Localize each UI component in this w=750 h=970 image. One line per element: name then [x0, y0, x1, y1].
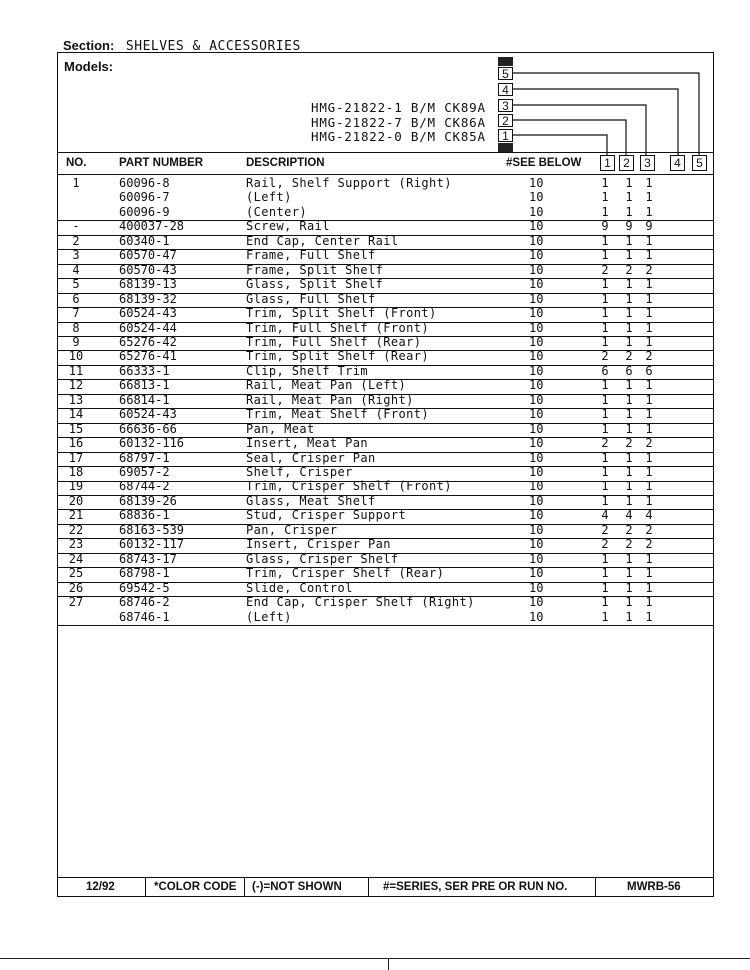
cell-desc: Trim, Meat Shelf (Front): [246, 407, 429, 422]
cell-part: 68797-1: [119, 450, 170, 465]
cell-see: 10: [529, 277, 544, 292]
cell-part: 66333-1: [119, 363, 170, 378]
cell-q3: 9: [645, 219, 653, 234]
cell-q3: 1: [645, 320, 653, 335]
cell-no: 21: [68, 508, 84, 523]
cell-desc: Glass, Full Shelf: [246, 291, 376, 306]
cell-q1: 1: [601, 306, 609, 321]
cell-q2: 1: [625, 306, 633, 321]
model-column-box: 1: [498, 129, 513, 142]
cell-see: 10: [529, 262, 544, 277]
cell-part: 68163-539: [119, 522, 185, 537]
cell-see: 10: [529, 291, 544, 306]
cell-part: 68746-1: [119, 609, 170, 624]
col-header-no: NO.: [66, 157, 87, 169]
cell-q3: 1: [645, 190, 653, 205]
table-row: [57, 177, 714, 192]
cell-see: 10: [529, 204, 544, 219]
cell-q2: 1: [625, 248, 633, 263]
cell-q2: 1: [625, 190, 633, 205]
cell-q1: 1: [601, 277, 609, 292]
cell-q3: 1: [645, 248, 653, 263]
cell-q2: 1: [625, 334, 633, 349]
cell-q3: 2: [645, 262, 653, 277]
cell-q1: 1: [601, 595, 609, 610]
cell-q3: 1: [645, 176, 653, 190]
cell-no: 4: [72, 262, 80, 277]
cell-see: 10: [529, 363, 544, 378]
cell-see: 10: [529, 566, 544, 581]
cell-no: 9: [72, 334, 80, 349]
cell-no: 11: [68, 363, 84, 378]
cell-q1: 1: [601, 450, 609, 465]
cell-q3: 2: [645, 436, 653, 451]
cell-q2: 1: [625, 233, 633, 248]
cell-q3: 1: [645, 204, 653, 219]
cell-desc: Trim, Crisper Shelf (Rear): [246, 566, 445, 581]
cell-q2: 1: [625, 392, 633, 407]
model-line: HMG-21822-0 B/M CK85A: [311, 129, 486, 144]
footer-rule: [57, 877, 714, 878]
cell-part: 68139-13: [119, 277, 177, 292]
cell-see: 10: [529, 436, 544, 451]
cell-see: 10: [529, 508, 544, 523]
cell-desc: Rail, Shelf Support (Right): [246, 176, 452, 190]
cell-see: 10: [529, 421, 544, 436]
page-bottom-rule: [0, 958, 750, 959]
cell-part: 60570-43: [119, 262, 177, 277]
cell-no: 6: [72, 291, 80, 306]
model-column-box: 4: [498, 83, 513, 96]
col-header-model-2: 2: [619, 155, 634, 171]
cell-desc: End Cap, Crisper Shelf (Right): [246, 595, 475, 610]
header-bottom-rule: [57, 174, 714, 175]
cell-q2: 2: [625, 522, 633, 537]
cell-see: 10: [529, 609, 544, 624]
cell-desc: Glass, Split Shelf: [246, 277, 384, 292]
cell-no: 3: [72, 248, 80, 263]
cell-q2: 1: [625, 580, 633, 595]
cell-desc: Trim, Crisper Shelf (Front): [246, 479, 452, 494]
cell-part: 68798-1: [119, 566, 170, 581]
cell-q1: 1: [601, 190, 609, 205]
cell-part: 60524-44: [119, 320, 177, 335]
cell-q3: 1: [645, 493, 653, 508]
cell-q1: 9: [601, 219, 609, 234]
models-label: Models:: [64, 59, 114, 74]
section-value: SHELVES & ACCESSORIES: [125, 39, 301, 54]
cell-q2: 2: [625, 262, 633, 277]
cell-q1: 1: [601, 334, 609, 349]
cell-desc: Rail, Meat Pan (Right): [246, 392, 414, 407]
col-header-model-3: 3: [640, 155, 655, 171]
cell-q3: 1: [645, 609, 653, 624]
cell-part: 60524-43: [119, 306, 177, 321]
cell-part: 68744-2: [119, 479, 170, 494]
col-header-part-number: PART NUMBER: [119, 157, 204, 169]
col-header-model-4: 4: [670, 155, 685, 171]
cell-q2: 1: [625, 407, 633, 422]
cell-part: 66636-66: [119, 421, 177, 436]
cell-q2: 1: [625, 493, 633, 508]
cell-desc: Rail, Meat Pan (Left): [246, 378, 407, 393]
cell-desc: Clip, Shelf Trim: [246, 363, 368, 378]
cell-q3: 1: [645, 566, 653, 581]
cell-part: 60132-116: [119, 436, 185, 451]
cell-desc: Trim, Split Shelf (Front): [246, 306, 437, 321]
cell-q2: 2: [625, 537, 633, 552]
cell-no: -: [72, 219, 80, 234]
cell-q2: 1: [625, 595, 633, 610]
cell-q2: 2: [625, 436, 633, 451]
footer-date: 12/92: [86, 881, 115, 893]
cell-q1: 1: [601, 421, 609, 436]
cell-q1: 1: [601, 551, 609, 566]
model-column-box: 2: [498, 114, 513, 127]
cell-part: 60340-1: [119, 233, 170, 248]
cell-q1: 2: [601, 522, 609, 537]
cell-q3: 2: [645, 349, 653, 364]
footer-not-shown: (-)=NOT SHOWN: [252, 881, 342, 893]
cell-q2: 1: [625, 609, 633, 624]
cell-q2: 1: [625, 320, 633, 335]
cell-q1: 1: [601, 493, 609, 508]
cell-q1: 1: [601, 248, 609, 263]
model-column-box: 5: [498, 67, 513, 80]
cell-q3: 4: [645, 508, 653, 523]
cell-no: 14: [68, 407, 84, 422]
cell-desc: Shelf, Crisper: [246, 465, 353, 479]
model-line: HMG-21822-1 B/M CK89A: [311, 100, 486, 115]
cell-q1: 1: [601, 609, 609, 624]
cell-q1: 1: [601, 465, 609, 479]
cell-see: 10: [529, 595, 544, 610]
cell-part: 60524-43: [119, 407, 177, 422]
cell-q1: 4: [601, 508, 609, 523]
cell-q3: 1: [645, 551, 653, 566]
cell-part: 68743-17: [119, 551, 177, 566]
cell-no: 17: [68, 450, 84, 465]
col-header-see-below: #SEE BELOW: [506, 157, 582, 169]
cell-no: 20: [68, 493, 84, 508]
footer-series: #=SERIES, SER PRE OR RUN NO.: [383, 881, 568, 893]
cell-desc: (Center): [246, 204, 307, 219]
cell-q3: 1: [645, 334, 653, 349]
col-header-model-1: 1: [600, 155, 615, 171]
header-separator: [57, 152, 714, 153]
cell-no: 18: [68, 465, 84, 479]
cell-q3: 1: [645, 407, 653, 422]
cell-part: 68746-2: [119, 595, 170, 610]
cell-see: 10: [529, 465, 544, 479]
cell-part: 68139-26: [119, 493, 177, 508]
cell-part: 65276-41: [119, 349, 177, 364]
cell-desc: Trim, Full Shelf (Front): [246, 320, 429, 335]
cell-see: 10: [529, 334, 544, 349]
cell-part: 68139-32: [119, 291, 177, 306]
cell-desc: (Left): [246, 609, 292, 624]
cell-no: 7: [72, 306, 80, 321]
cell-desc: End Cap, Center Rail: [246, 233, 399, 248]
cell-q1: 1: [601, 566, 609, 581]
cell-q1: 1: [601, 392, 609, 407]
cell-q1: 2: [601, 349, 609, 364]
cell-no: 22: [68, 522, 84, 537]
cell-see: 10: [529, 176, 544, 190]
cell-q3: 1: [645, 595, 653, 610]
cell-desc: Trim, Full Shelf (Rear): [246, 334, 422, 349]
cell-q2: 1: [625, 566, 633, 581]
cell-q3: 2: [645, 537, 653, 552]
cell-see: 10: [529, 190, 544, 205]
cell-q1: 1: [601, 291, 609, 306]
cell-q3: 1: [645, 421, 653, 436]
cell-q2: 9: [625, 219, 633, 234]
cell-desc: Frame, Split Shelf: [246, 262, 384, 277]
cell-q1: 1: [601, 479, 609, 494]
footer-color-code: *COLOR CODE: [154, 881, 237, 893]
cell-desc: Glass, Crisper Shelf: [246, 551, 399, 566]
cell-q3: 2: [645, 522, 653, 537]
cell-desc: (Left): [246, 190, 292, 205]
cell-no: 16: [68, 436, 84, 451]
cell-see: 10: [529, 378, 544, 393]
col-header-description: DESCRIPTION: [246, 157, 325, 169]
col-header-model-5: 5: [692, 155, 707, 171]
table-row: [57, 191, 714, 206]
footer-divider: [368, 877, 369, 897]
footer-divider: [244, 877, 245, 897]
cell-q1: 1: [601, 176, 609, 190]
cell-no: 13: [68, 392, 84, 407]
cell-q3: 1: [645, 450, 653, 465]
cell-no: 2: [72, 233, 80, 248]
cell-q2: 1: [625, 204, 633, 219]
cell-part: 60096-8: [119, 176, 170, 190]
cell-part: 66813-1: [119, 378, 170, 393]
cell-q2: 1: [625, 551, 633, 566]
cell-q1: 2: [601, 436, 609, 451]
cell-desc: Insert, Meat Pan: [246, 436, 368, 451]
cell-q1: 6: [601, 363, 609, 378]
cell-q1: 1: [601, 233, 609, 248]
model-line: HMG-21822-7 B/M CK86A: [311, 115, 486, 130]
cell-no: 24: [68, 551, 84, 566]
cell-q2: 1: [625, 479, 633, 494]
cell-part: 65276-42: [119, 334, 177, 349]
cell-part: 68836-1: [119, 508, 170, 523]
cell-q3: 1: [645, 465, 653, 479]
cell-see: 10: [529, 392, 544, 407]
cell-q1: 1: [601, 580, 609, 595]
cell-part: 69057-2: [119, 465, 170, 479]
cell-q2: 2: [625, 349, 633, 364]
cell-part: 60096-9: [119, 204, 170, 219]
cell-see: 10: [529, 349, 544, 364]
cell-see: 10: [529, 580, 544, 595]
cell-no: 19: [68, 479, 84, 494]
cell-no: 5: [72, 277, 80, 292]
cell-q3: 6: [645, 363, 653, 378]
cell-no: 8: [72, 320, 80, 335]
cell-q3: 1: [645, 378, 653, 393]
cell-q1: 1: [601, 204, 609, 219]
cell-q2: 1: [625, 277, 633, 292]
cell-see: 10: [529, 248, 544, 263]
cell-q1: 2: [601, 537, 609, 552]
page-bottom-tick: [388, 958, 389, 970]
cell-desc: Pan, Meat: [246, 421, 315, 436]
cell-see: 10: [529, 407, 544, 422]
cell-see: 10: [529, 233, 544, 248]
cell-part: 66814-1: [119, 392, 170, 407]
cell-desc: Stud, Crisper Support: [246, 508, 407, 523]
cell-q2: 1: [625, 465, 633, 479]
model-column-box: 3: [498, 99, 513, 112]
cell-q1: 1: [601, 320, 609, 335]
cell-q2: 1: [625, 421, 633, 436]
cell-q2: 1: [625, 291, 633, 306]
cell-see: 10: [529, 522, 544, 537]
cell-desc: Slide, Control: [246, 580, 353, 595]
cell-q3: 1: [645, 291, 653, 306]
cell-q2: 1: [625, 378, 633, 393]
cell-no: 10: [68, 349, 84, 364]
cell-q3: 1: [645, 580, 653, 595]
cell-q2: 4: [625, 508, 633, 523]
cell-q1: 1: [601, 407, 609, 422]
cell-part: 60570-47: [119, 248, 177, 263]
cell-q3: 1: [645, 277, 653, 292]
cell-part: 60132-117: [119, 537, 185, 552]
cell-see: 10: [529, 450, 544, 465]
section-label: Section:: [63, 38, 115, 53]
footer-divider: [145, 877, 146, 897]
cell-see: 10: [529, 320, 544, 335]
cell-see: 10: [529, 551, 544, 566]
cell-desc: Pan, Crisper: [246, 522, 338, 537]
cell-desc: Glass, Meat Shelf: [246, 493, 376, 508]
table-row: [57, 611, 714, 627]
cell-q2: 6: [625, 363, 633, 378]
cell-see: 10: [529, 537, 544, 552]
cell-no: 15: [68, 421, 84, 436]
cell-see: 10: [529, 306, 544, 321]
cell-part: 69542-5: [119, 580, 170, 595]
cell-part: 60096-7: [119, 190, 170, 205]
cell-q1: 2: [601, 262, 609, 277]
cell-q3: 1: [645, 392, 653, 407]
cell-q1: 1: [601, 378, 609, 393]
cell-q2: 1: [625, 176, 633, 190]
footer-divider: [595, 877, 596, 897]
cell-part: 400037-28: [119, 219, 185, 234]
cell-q2: 1: [625, 450, 633, 465]
cell-desc: Frame, Full Shelf: [246, 248, 376, 263]
cell-see: 10: [529, 493, 544, 508]
footer-page-code: MWRB-56: [627, 881, 681, 893]
cell-q3: 1: [645, 479, 653, 494]
cell-desc: Screw, Rail: [246, 219, 330, 234]
cell-no: 25: [68, 566, 84, 581]
cell-no: 27: [68, 595, 84, 610]
cell-desc: Trim, Split Shelf (Rear): [246, 349, 429, 364]
cell-desc: Insert, Crisper Pan: [246, 537, 391, 552]
cell-q3: 1: [645, 306, 653, 321]
cell-desc: Seal, Crisper Pan: [246, 450, 376, 465]
cell-no: 12: [68, 378, 84, 393]
cell-see: 10: [529, 479, 544, 494]
cell-no: 26: [68, 580, 84, 595]
cell-no: 23: [68, 537, 84, 552]
cell-see: 10: [529, 219, 544, 234]
cell-q3: 1: [645, 233, 653, 248]
cell-no: 1: [72, 176, 80, 190]
table-row: [57, 596, 714, 611]
